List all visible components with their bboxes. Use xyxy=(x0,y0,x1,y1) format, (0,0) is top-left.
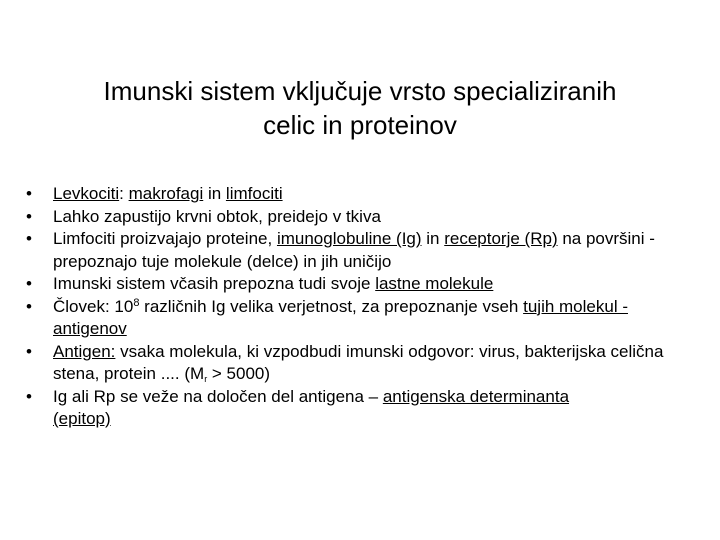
bullet-item-antigen xyxy=(26,341,696,386)
bullet-item-epitop xyxy=(26,386,696,431)
subscript-r: r xyxy=(204,374,208,384)
bullet-dot: • xyxy=(26,184,32,203)
text: Imunski sistem včasih prepozna tudi svoje xyxy=(53,274,376,293)
link-lastne-molekule: lastne molekule xyxy=(375,274,494,293)
link-antigen: Antigen: xyxy=(53,341,116,361)
bullet-dot: • xyxy=(26,296,32,316)
text: Limfociti proizvajajo proteine, xyxy=(53,229,277,248)
text: Človek: 10 xyxy=(53,296,134,316)
bullet-dot: • xyxy=(26,341,32,361)
text: različnih Ig velika verjetnost, za prepoznanje vseh xyxy=(139,296,524,316)
bullet-dot: • xyxy=(26,229,32,248)
text: : xyxy=(119,184,129,203)
text: vsaka molekula, ki vzpodbudi imunski odgovor: virus, bakterijska celična stena, protein .... (M xyxy=(53,341,664,383)
link-antigenska-determinanta: antigenska determinanta xyxy=(382,386,570,406)
bullet-item-levkociti xyxy=(26,183,696,206)
title-line-1: Imunski sistem vključuje vrsto specializiranih xyxy=(103,76,617,106)
bullet-dot: • xyxy=(26,206,32,226)
link-epitop: (epitop) xyxy=(53,409,111,428)
link-makrofagi: makrofagi xyxy=(128,184,204,203)
bullet-dot: • xyxy=(26,274,32,293)
superscript-exponent: 8 xyxy=(133,296,140,309)
bullet-item-clovek xyxy=(26,296,696,341)
text: > 5000) xyxy=(207,364,271,383)
text: na površini - prepoznajo tuje molekule (delce) in jih uničijo xyxy=(53,229,655,271)
slide-title xyxy=(40,74,680,142)
text: in xyxy=(203,184,226,203)
link-levkociti: Levkociti xyxy=(53,184,120,203)
link-imunoglobuline: imunoglobuline (Ig) xyxy=(276,229,422,248)
link-limfociti: limfociti xyxy=(225,184,283,203)
title-line-2: celic in proteinov xyxy=(263,110,457,140)
link-receptorje: receptorje (Rp) xyxy=(444,229,558,248)
bullet-list xyxy=(26,183,696,431)
text: Ig ali Rp se veže na določen del antigena – xyxy=(53,386,383,406)
text: in xyxy=(421,229,445,248)
bullet-item-limfociti-proteini xyxy=(26,228,696,273)
bullet-item-krvni-obtok xyxy=(26,206,696,229)
bullet-dot: • xyxy=(26,386,32,406)
bullet-item-lastne-molekule xyxy=(26,273,696,296)
link-tujih-molekul: tujih molekul - antigenov xyxy=(53,296,628,338)
text: Lahko zapustijo krvni obtok, preidejo v tkiva xyxy=(53,206,381,226)
